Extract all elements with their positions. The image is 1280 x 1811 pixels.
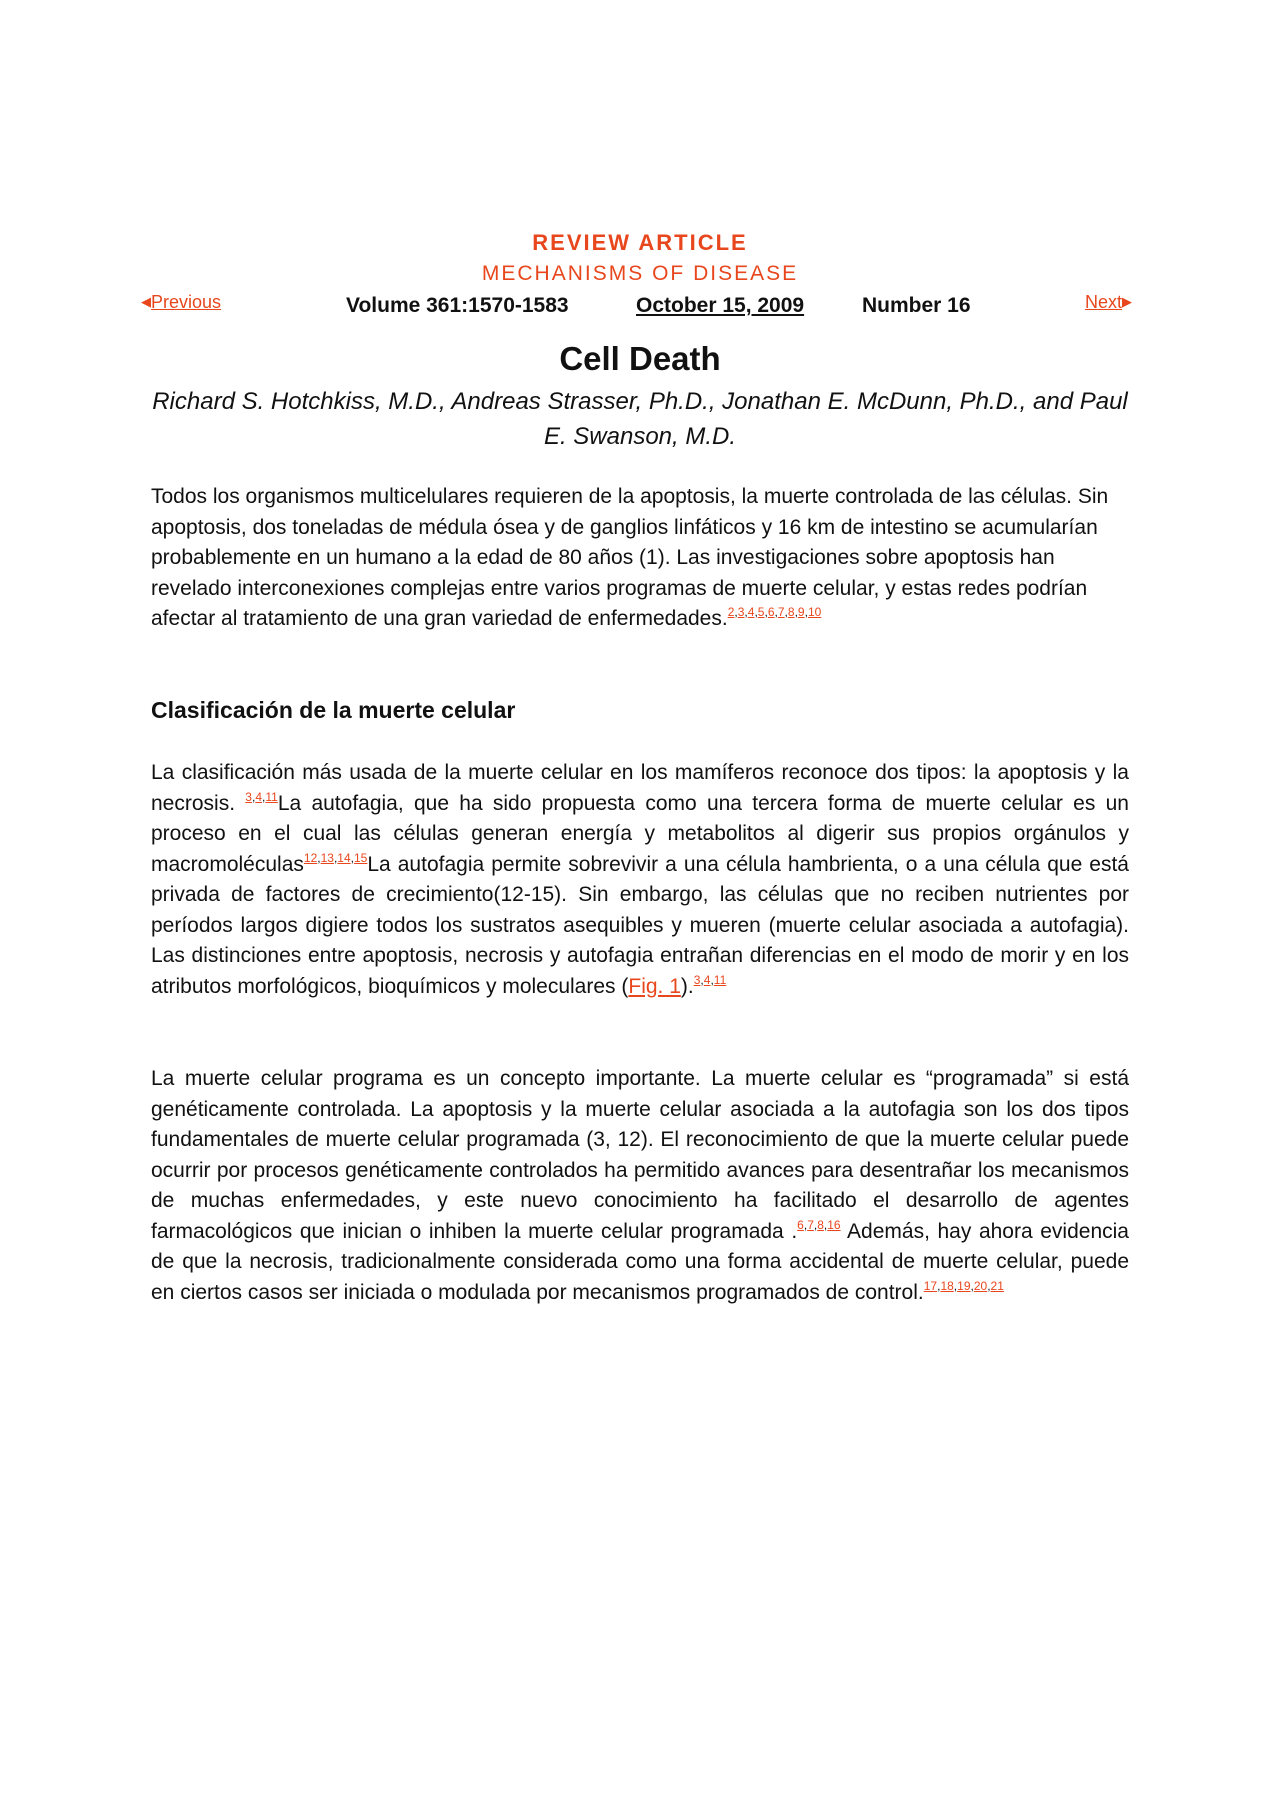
reference-link[interactable]: 8 xyxy=(787,605,795,619)
reference-link[interactable]: 6 xyxy=(767,605,775,619)
ref-separator: , xyxy=(262,789,266,804)
ref-separator: , xyxy=(970,1278,974,1293)
previous-link[interactable] xyxy=(141,292,221,313)
issue-nav-bar xyxy=(0,290,1280,324)
reference-link[interactable]: 9 xyxy=(797,605,805,619)
ref-separator: , xyxy=(754,605,758,619)
intro-paragraph xyxy=(151,482,1129,635)
article-authors: Richard S. Hotchkiss, M.D., Andreas Strasser, Ph.D., Jonathan E. McDunn, Ph.D., and Paul E. Swanson, M.D. xyxy=(152,388,1128,450)
reference-link[interactable]: 20 xyxy=(973,1278,988,1293)
ref-separator: , xyxy=(734,605,738,619)
reference-link[interactable]: 4 xyxy=(255,789,263,804)
classification-text-a: La clasificación más usada de la muerte celular en los mamíferos reconoce dos tipos: la apoptosis y la necrosis. xyxy=(151,761,1129,815)
ref-separator: , xyxy=(803,1217,808,1232)
reference-link[interactable]: 2 xyxy=(727,605,735,619)
reference-link[interactable]: 7 xyxy=(777,605,785,619)
classification-refs-a xyxy=(245,790,278,804)
ref-separator: , xyxy=(333,850,338,865)
reference-link[interactable]: 10 xyxy=(807,605,822,619)
ref-separator: , xyxy=(317,850,321,865)
section-heading: Clasificación de la muerte celular xyxy=(151,697,516,723)
ref-separator: , xyxy=(350,850,354,865)
reference-link[interactable]: 19 xyxy=(957,1278,971,1293)
ref-separator: , xyxy=(823,1217,828,1232)
ref-separator: , xyxy=(784,605,788,619)
ref-separator: , xyxy=(937,1278,941,1293)
reference-link[interactable]: 7 xyxy=(807,1217,814,1232)
programmed-death-paragraph xyxy=(151,1064,1129,1308)
reference-link[interactable]: 14 xyxy=(337,850,351,865)
programmed-text-a: La muerte celular programa es un concepto importante. La muerte celular es “programada” si está genéticamente controlada. La apoptosis y la muerte celular asociada a la autofagia son los dos tipos fundamentales de muerte celular programada (3, 12). El reconocimiento de que la muerte celular puede ocurrir por procesos genéticamente controlados ha permitido avances para desentrañar los mecanismos de muchas enfermedades, y este nuevo conocimiento ha facilitado el desarrollo de agentes farmacológicos que inician o inhiben la muerte celular programada . xyxy=(151,1067,1129,1243)
next-link[interactable] xyxy=(1085,292,1132,313)
classification-refs-d xyxy=(694,973,727,987)
ref-separator: , xyxy=(813,1217,818,1232)
reference-link[interactable]: 17 xyxy=(923,1278,938,1293)
classification-paragraph xyxy=(151,758,1129,1002)
reference-link[interactable]: 11 xyxy=(265,789,278,804)
article-title: Cell Death xyxy=(559,340,721,377)
ref-separator: , xyxy=(794,605,798,619)
programmed-text-b: Además, hay ahora evidencia de que la necrosis, tradicionalmente considerada como una forma accidental de muerte celular, puede en ciertos casos ser iniciada o modulada por mecanismos programados de control. xyxy=(151,1219,1129,1304)
previous-label: Previous xyxy=(151,292,222,312)
volume-info: Volume 361:1570-1583 xyxy=(346,294,569,317)
reference-link[interactable]: 8 xyxy=(817,1217,824,1232)
intro-text: Todos los organismos multicelulares requieren de la apoptosis, la muerte controlada de las células. Sin apoptosis, dos toneladas de médula ósea y de ganglios linfáticos y 16 km de intestino se acumularían probablemente en un humano a la edad de 80 años (1). Las investigaciones sobre apoptosis han revelado interconexiones complejas entre varios programas de muerte celular, y estas redes podrían afectar al tratamiento de una gran variedad de enfermedades. xyxy=(151,485,1109,630)
reference-link[interactable]: 15 xyxy=(354,850,368,865)
reference-link[interactable]: 21 xyxy=(990,1278,1004,1293)
ref-separator: , xyxy=(774,605,778,619)
classification-text-b: La autofagia, que ha sido propuesta como una tercera forma de muerte celular es un proceso en el cual las células generan energía y metabolitos al digerir sus propios orgánulos y macromoléculas xyxy=(151,791,1129,876)
issue-date: October 15, 2009 xyxy=(636,294,805,317)
reference-link[interactable]: 16 xyxy=(827,1217,841,1232)
next-label: Next xyxy=(1085,292,1123,312)
triangle-right-icon: ▶ xyxy=(1122,294,1133,309)
ref-separator: , xyxy=(987,1278,991,1293)
ref-separator: , xyxy=(710,972,714,987)
reference-link[interactable]: 3 xyxy=(245,789,252,804)
ref-separator: , xyxy=(764,605,768,619)
reference-link[interactable]: 11 xyxy=(713,972,727,987)
programmed-refs-a xyxy=(797,1218,840,1232)
section-label: REVIEW ARTICLE xyxy=(532,230,748,255)
reference-link[interactable]: 3 xyxy=(737,605,745,619)
reference-link[interactable]: 4 xyxy=(703,972,711,987)
reference-link[interactable]: 12 xyxy=(303,850,318,865)
triangle-left-icon: ◀ xyxy=(141,294,151,309)
ref-separator: , xyxy=(251,789,256,804)
programmed-refs-b xyxy=(924,1279,1004,1293)
reference-link[interactable]: 3 xyxy=(693,972,701,987)
ref-separator: , xyxy=(804,605,808,619)
reference-link[interactable]: 13 xyxy=(320,850,334,865)
reference-link[interactable]: 5 xyxy=(757,605,765,619)
issue-number: Number 16 xyxy=(862,294,971,317)
ref-separator: , xyxy=(953,1278,958,1293)
figure-1-link[interactable]: Fig. 1 xyxy=(628,974,681,998)
ref-separator: , xyxy=(744,605,748,619)
classification-text-d: ). xyxy=(680,974,694,998)
classification-text-c: La autofagia permite sobrevivir a una célula hambrienta, o a una célula que está privada de factores de crecimiento(12-15). Sin embargo, las células que no reciben nutrientes por períodos largos digiere todos los sustratos asequibles y mueren (muerte celular asociada a autofagia). Las distinciones entre apoptosis, necrosis y autofagia entrañan diferencias en el modo de morir y en los atributos morfológicos, bioquímicos y moleculares ( xyxy=(151,852,1129,998)
reference-link[interactable]: 18 xyxy=(940,1278,954,1293)
intro-refs xyxy=(728,605,822,619)
reference-link[interactable]: 6 xyxy=(797,1217,804,1232)
reference-link[interactable]: 4 xyxy=(747,605,755,619)
ref-separator: , xyxy=(700,972,704,987)
classification-refs-b xyxy=(304,851,367,865)
subsection-label: MECHANISMS OF DISEASE xyxy=(481,262,799,285)
